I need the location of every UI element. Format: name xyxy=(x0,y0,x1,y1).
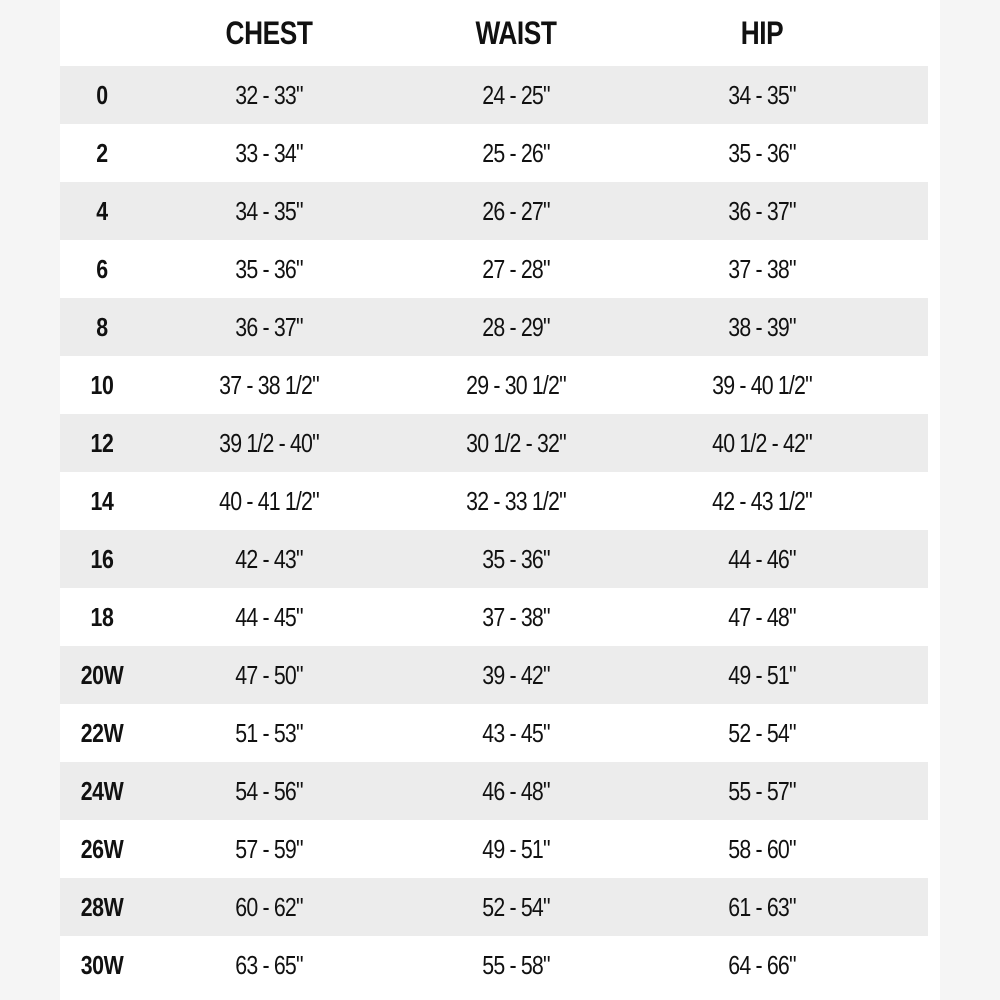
chest-cell: 42 - 43" xyxy=(235,543,303,574)
table-header-row xyxy=(60,0,928,66)
chest-cell: 36 - 37" xyxy=(235,311,303,342)
size-cell: 28W xyxy=(80,891,124,922)
size-cell: 26W xyxy=(80,833,124,864)
waist-cell: 24 - 25" xyxy=(482,79,550,110)
table-row xyxy=(60,762,928,820)
waist-cell: 30 1/2 - 32" xyxy=(466,427,566,458)
size-cell: 0 xyxy=(96,79,108,110)
size-chart-page xyxy=(60,0,940,1000)
table-row xyxy=(60,182,928,240)
table-row xyxy=(60,878,928,936)
size-cell: 18 xyxy=(90,601,114,632)
hip-cell: 52 - 54" xyxy=(728,717,796,748)
hip-cell: 61 - 63" xyxy=(728,891,796,922)
hip-column-header: HIP xyxy=(740,14,784,51)
chest-cell: 32 - 33" xyxy=(235,79,303,110)
table-row xyxy=(60,298,928,356)
chest-cell: 37 - 38 1/2" xyxy=(219,369,319,400)
waist-cell: 32 - 33 1/2" xyxy=(466,485,566,516)
hip-cell: 64 - 66" xyxy=(728,949,796,980)
size-cell: 6 xyxy=(96,253,108,284)
waist-cell: 26 - 27" xyxy=(482,195,550,226)
waist-cell: 52 - 54" xyxy=(482,891,550,922)
chest-column-header: CHEST xyxy=(225,14,313,51)
chest-cell: 63 - 65" xyxy=(235,949,303,980)
waist-cell: 25 - 26" xyxy=(482,137,550,168)
size-cell: 20W xyxy=(80,659,124,690)
hip-cell: 38 - 39" xyxy=(728,311,796,342)
size-cell: 4 xyxy=(96,195,108,226)
table-row xyxy=(60,356,928,414)
chest-cell: 35 - 36" xyxy=(235,253,303,284)
chest-cell: 34 - 35" xyxy=(235,195,303,226)
hip-cell: 47 - 48" xyxy=(728,601,796,632)
waist-cell: 49 - 51" xyxy=(482,833,550,864)
waist-cell: 27 - 28" xyxy=(482,253,550,284)
chest-cell: 39 1/2 - 40" xyxy=(219,427,319,458)
hip-cell: 36 - 37" xyxy=(728,195,796,226)
waist-cell: 55 - 58" xyxy=(482,949,550,980)
waist-cell: 46 - 48" xyxy=(482,775,550,806)
table-row xyxy=(60,704,928,762)
hip-cell: 40 1/2 - 42" xyxy=(712,427,812,458)
size-cell: 12 xyxy=(90,427,114,458)
chest-cell: 33 - 34" xyxy=(235,137,303,168)
table-row xyxy=(60,240,928,298)
chest-cell: 60 - 62" xyxy=(235,891,303,922)
waist-column-header: WAIST xyxy=(475,14,557,51)
chest-cell: 47 - 50" xyxy=(235,659,303,690)
hip-cell: 34 - 35" xyxy=(728,79,796,110)
hip-cell: 39 - 40 1/2" xyxy=(712,369,812,400)
table-row xyxy=(60,820,928,878)
size-cell: 14 xyxy=(90,485,114,516)
table-row xyxy=(60,588,928,646)
hip-cell: 42 - 43 1/2" xyxy=(712,485,812,516)
hip-cell: 49 - 51" xyxy=(728,659,796,690)
waist-cell: 37 - 38" xyxy=(482,601,550,632)
size-cell: 22W xyxy=(80,717,124,748)
table-row xyxy=(60,414,928,472)
waist-cell: 28 - 29" xyxy=(482,311,550,342)
waist-cell: 43 - 45" xyxy=(482,717,550,748)
size-cell: 16 xyxy=(90,543,114,574)
table-row xyxy=(60,936,928,994)
table-row xyxy=(60,124,928,182)
waist-cell: 29 - 30 1/2" xyxy=(466,369,566,400)
waist-cell: 35 - 36" xyxy=(482,543,550,574)
hip-cell: 58 - 60" xyxy=(728,833,796,864)
hip-cell: 55 - 57" xyxy=(728,775,796,806)
chest-cell: 57 - 59" xyxy=(235,833,303,864)
size-cell: 10 xyxy=(90,369,114,400)
size-cell: 2 xyxy=(96,137,108,168)
table-row xyxy=(60,530,928,588)
waist-cell: 39 - 42" xyxy=(482,659,550,690)
size-cell: 24W xyxy=(80,775,124,806)
size-chart-table xyxy=(60,0,928,994)
size-cell: 30W xyxy=(80,949,124,980)
size-cell: 8 xyxy=(96,311,108,342)
chest-cell: 51 - 53" xyxy=(235,717,303,748)
chest-cell: 54 - 56" xyxy=(235,775,303,806)
table-body xyxy=(60,66,928,994)
table-row xyxy=(60,646,928,704)
hip-cell: 35 - 36" xyxy=(728,137,796,168)
table-row xyxy=(60,66,928,124)
hip-cell: 44 - 46" xyxy=(728,543,796,574)
hip-cell: 37 - 38" xyxy=(728,253,796,284)
chest-cell: 44 - 45" xyxy=(235,601,303,632)
chest-cell: 40 - 41 1/2" xyxy=(219,485,319,516)
table-row xyxy=(60,472,928,530)
